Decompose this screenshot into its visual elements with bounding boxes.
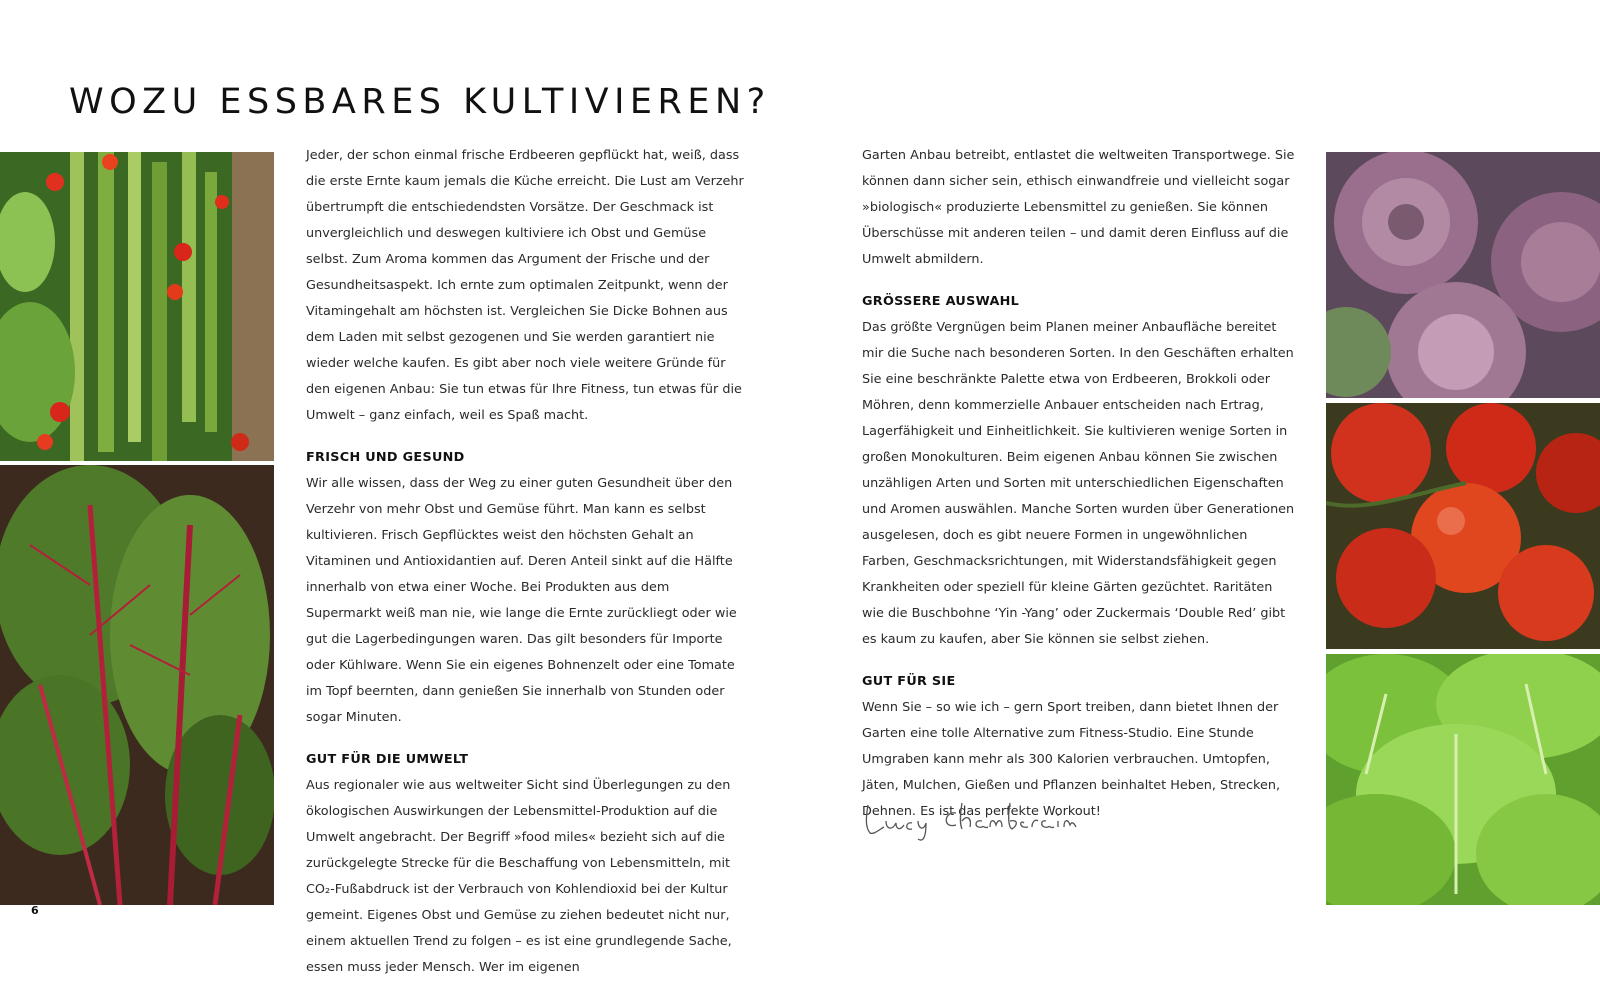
section-heading-frisch: FRISCH UND GESUND xyxy=(306,450,465,465)
section-body-umwelt-continued: Garten Anbau betreibt, entlastet die weltweiten Transportwege. Sie können dann sicher sein, ethisch einwandfreie und vielleicht sogar »biologisch« produzierte Lebensmittel zu genießen. Sie können Überschüsse mit anderen teilen – und damit deren Einfluss auf die Umwelt abmildern. xyxy=(862,148,1295,267)
section-body-umwelt: Aus regionaler wie aus weltweiter Sicht sind Überlegungen zu den ökologischen Auswirkungen der Lebensmittel-Produktion auf die Umwelt angebracht. Der Begriff »food miles« bezieht sich auf die zurückgelegte Strecke für die Beschaffung von Lebensmitteln, mit CO₂-Fußabdruck ist der Verbrauch von Kohlendioxid bei der Kultur gemeint. Eigenes Obst und Gemüse zu ziehen bedeutet nicht nur, einem aktuellen Trend zu folgen – es ist eine grundlegende Sache, essen muss jeder Mensch. Wer im eigenen xyxy=(306,778,732,975)
photo-runner-beans xyxy=(0,152,274,461)
section-heading-gut-fuer-sie: GUT FÜR SIE xyxy=(862,674,956,689)
photo-lettuce xyxy=(1326,654,1600,905)
photo-artichokes xyxy=(1326,152,1600,398)
photo-swiss-chard xyxy=(0,465,274,905)
section-heading-umwelt: GUT FÜR DIE UMWELT xyxy=(306,752,469,767)
photo-tomatoes xyxy=(1326,403,1600,649)
text-column-left xyxy=(306,143,746,981)
section-body-auswahl: Das größte Vergnügen beim Planen meiner Anbaufläche bereitet mir die Suche nach besonderen Sorten. In den Geschäften erhalten Sie eine beschränkte Palette etwa von Erdbeeren, Brokkoli oder Möhren, denn kommerzielle Anbauer entscheiden nach Ertrag, Lagerfähigkeit und Einheitlichkeit. Sie kultivieren wenige Sorten in großen Monokulturen. Beim eigenen Anbau können Sie zwischen unzähligen Arten und Sorten mit unterschiedlichen Eigenschaften und Aromen auswählen. Manche Sorten wurden über Generationen ausgelesen, doch es gibt neuere Formen in ungewöhnlichen Farben, Geschmacksrichtungen, mit Widerstandsfähigkeit gegen Krankheiten oder speziell für kleine Gärten gezüchtet. Raritäten wie die Buschbohne ‘Yin -Yang’ oder Zuckermais ‘Double Red’ gibt es kaum zu kaufen, aber Sie können sie selbst ziehen. xyxy=(862,320,1295,647)
page-number: 6 xyxy=(31,904,39,917)
signature xyxy=(860,795,1090,843)
text-column-right xyxy=(862,143,1298,825)
page-title: WOZU ESSBARES KULTIVIEREN? xyxy=(69,82,771,122)
section-heading-auswahl: GRÖSSERE AUSWAHL xyxy=(862,294,1020,309)
intro-paragraph: Jeder, der schon einmal frische Erdbeeren gepflückt hat, weiß, dass die erste Ernte kaum jemals die Küche erreicht. Die Lust am Verzehr übertrumpft die entschiedendsten Vorsätze. Der Geschmack ist unvergleichlich und deswegen kultiviere ich Obst und Gemüse selbst. Zum Aroma kommen das Argument der Frische und der Gesundheitsaspekt. Ich ernte zum optimalen Zeitpunkt, wenn der Vitamingehalt am höchsten ist. Vergleichen Sie Dicke Bohnen aus dem Laden mit selbst gezogenen und Sie werden garantiert nie wieder welche kaufen. Es gibt aber noch viele weitere Gründe für den eigenen Anbau: Sie tun etwas für Ihre Fitness, tun etwas für die Umwelt – ganz einfach, weil es Spaß macht. xyxy=(306,148,744,423)
section-body-gut-fuer-sie: Wenn Sie – so wie ich – gern Sport treiben, dann bietet Ihnen der Garten eine tolle Alternative zum Fitness-Studio. Eine Stunde Umgraben kann mehr als 300 Kalorien verbrauchen. Umtopfen, Jäten, Mulchen, Gießen und Pflanzen beinhaltet Heben, Strecken, Dehnen. Es ist das perfekte Workout! xyxy=(862,700,1281,819)
section-body-frisch: Wir alle wissen, dass der Weg zu einer guten Gesundheit über den Verzehr von mehr Obst und Gemüse führt. Man kann es selbst kultivieren. Frisch Gepflücktes weist den höchsten Gehalt an Vitaminen und Antioxidantien auf. Deren Anteil sinkt auf die Hälfte innerhalb von etwa einer Woche. Bei Produkten aus dem Supermarkt weiß man nie, wie lange die Ernte zurückliegt oder wie gut die Lagerbedingungen waren. Das gilt besonders für Importe oder Kühlware. Wenn Sie ein eigenes Bohnenzelt oder eine Tomate im Topf beernten, dann genießen Sie innerhalb von Stunden oder sogar Minuten. xyxy=(306,476,737,725)
